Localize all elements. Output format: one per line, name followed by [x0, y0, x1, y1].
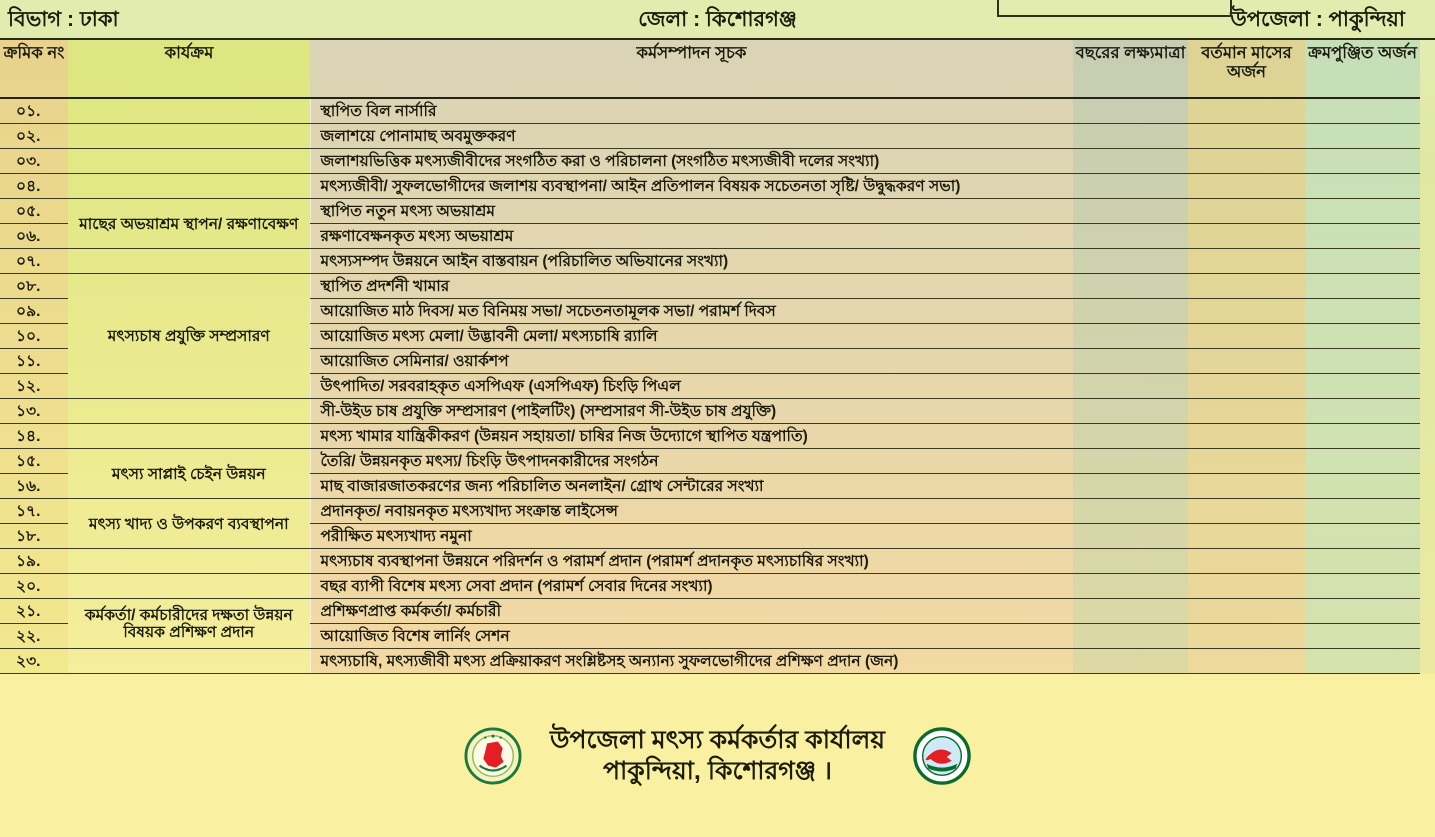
indicator-cell: সী-উইড চাষ প্রযুক্তি সম্প্রসারণ (পাইলটিং) (সম্প্রসারণ সী-উইড চাষ প্রযুক্তি) [310, 399, 1073, 424]
yearly-target-cell [1073, 274, 1188, 299]
yearly-target-cell [1073, 174, 1188, 199]
month-achievement-cell [1188, 624, 1305, 649]
fisheries-department-logo-icon [913, 727, 971, 785]
table-row [0, 98, 1420, 124]
yearly-target-cell [1073, 249, 1188, 274]
serial-cell: ২১. [0, 599, 68, 624]
office-title-block [550, 725, 885, 787]
activity-group-cell: মাছের অভয়াশ্রম স্থাপন/ রক্ষণাবেক্ষণ [68, 199, 310, 249]
cumulative-achievement-cell [1305, 574, 1420, 599]
yearly-target-cell [1073, 574, 1188, 599]
yearly-target-cell [1073, 299, 1188, 324]
col-header-cumulative-achievement: ক্রমপুঞ্জিত অর্জন [1305, 40, 1420, 98]
yearly-target-cell [1073, 374, 1188, 399]
activity-empty-cell [68, 649, 310, 674]
month-achievement-cell [1188, 274, 1305, 299]
cumulative-achievement-cell [1305, 199, 1420, 224]
serial-cell: ১৯. [0, 549, 68, 574]
activity-empty-cell [68, 399, 310, 424]
division-label: বিভাগ : ঢাকা [8, 8, 119, 31]
month-achievement-cell [1188, 599, 1305, 624]
month-achievement-cell [1188, 199, 1305, 224]
col-header-indicator: কর্মসম্পাদন সূচক [310, 40, 1073, 98]
indicator-cell: মাছ বাজারজাতকরণের জন্য পরিচালিত অনলাইন/ গ্রোথ সেন্টারের সংখ্যা [310, 474, 1073, 499]
cumulative-achievement-cell [1305, 249, 1420, 274]
col-header-yearly-target: বছরের লক্ষ্যমাত্রা [1073, 40, 1188, 98]
cumulative-achievement-cell [1305, 124, 1420, 149]
table-row [0, 449, 1420, 474]
indicator-cell: স্থাপিত বিল নার্সারি [310, 98, 1073, 124]
col-header-month-achievement: বর্তমান মাসের অর্জন [1188, 40, 1305, 98]
serial-cell: ২৩. [0, 649, 68, 674]
activity-group-cell: মৎস্য সাপ্লাই চেইন উন্নয়ন [68, 449, 310, 499]
month-achievement-cell [1188, 474, 1305, 499]
table-row [0, 249, 1420, 274]
cumulative-achievement-cell [1305, 399, 1420, 424]
serial-cell: ১৫. [0, 449, 68, 474]
indicator-cell: আয়োজিত মৎস্য মেলা/ উদ্ভাবনী মেলা/ মৎস্যচাষি র‍্যালি [310, 324, 1073, 349]
table-row [0, 149, 1420, 174]
indicator-cell: পরীক্ষিত মৎস্যখাদ্য নমুনা [310, 524, 1073, 549]
month-achievement-cell [1188, 149, 1305, 174]
cumulative-achievement-cell [1305, 149, 1420, 174]
table-head [0, 40, 1420, 98]
serial-cell: ১২. [0, 374, 68, 399]
truncated-top-box [997, 0, 1232, 17]
activity-empty-cell [68, 98, 310, 124]
serial-cell: ১৮. [0, 524, 68, 549]
table-row [0, 549, 1420, 574]
yearly-target-cell [1073, 324, 1188, 349]
office-address: পাকুন্দিয়া, কিশোরগঞ্জ । [603, 756, 832, 785]
month-achievement-cell [1188, 98, 1305, 124]
serial-cell: ০৯. [0, 299, 68, 324]
table-row [0, 649, 1420, 674]
report-header-bar [0, 0, 1435, 40]
yearly-target-cell [1073, 98, 1188, 124]
indicator-cell: আয়োজিত মাঠ দিবস/ মত বিনিময় সভা/ সচেতনতামূলক সভা/ পরামর্শ দিবস [310, 299, 1073, 324]
indicator-cell: জলাশয়ে পোনামাছ অবমুক্তকরণ [310, 124, 1073, 149]
month-achievement-cell [1188, 649, 1305, 674]
serial-cell: ০১. [0, 98, 68, 124]
cumulative-achievement-cell [1305, 449, 1420, 474]
activity-empty-cell [68, 174, 310, 199]
yearly-target-cell [1073, 599, 1188, 624]
serial-cell: ০২. [0, 124, 68, 149]
serial-cell: ০৫. [0, 199, 68, 224]
table-row [0, 124, 1420, 149]
cumulative-achievement-cell [1305, 224, 1420, 249]
serial-cell: ১০. [0, 324, 68, 349]
month-achievement-cell [1188, 349, 1305, 374]
yearly-target-cell [1073, 224, 1188, 249]
indicator-cell: বছর ব্যাপী বিশেষ মৎস্য সেবা প্রদান (পরামর্শ সেবার দিনের সংখ্যা) [310, 574, 1073, 599]
header-row [0, 40, 1420, 98]
serial-cell: ০৪. [0, 174, 68, 199]
indicator-cell: রক্ষণাবেক্ষনকৃত মৎস্য অভয়াশ্রম [310, 224, 1073, 249]
col-header-activity: কার্যক্রম [68, 40, 310, 98]
cumulative-achievement-cell [1305, 299, 1420, 324]
yearly-target-cell [1073, 124, 1188, 149]
cumulative-achievement-cell [1305, 599, 1420, 624]
yearly-target-cell [1073, 474, 1188, 499]
activity-empty-cell [68, 124, 310, 149]
activity-group-cell: কর্মকর্তা/ কর্মচারীদের দক্ষতা উন্নয়ন বিষয়ক প্রশিক্ষণ প্রদান [68, 599, 310, 649]
cumulative-achievement-cell [1305, 374, 1420, 399]
office-name: উপজেলা মৎস্য কর্মকর্তার কার্যালয় [550, 725, 885, 754]
serial-cell: ২২. [0, 624, 68, 649]
serial-cell: ১১. [0, 349, 68, 374]
indicator-cell: আয়োজিত সেমিনার/ ওয়ার্কশপ [310, 349, 1073, 374]
table-row [0, 599, 1420, 624]
yearly-target-cell [1073, 649, 1188, 674]
month-achievement-cell [1188, 424, 1305, 449]
cumulative-achievement-cell [1305, 274, 1420, 299]
indicator-cell: স্থাপিত নতুন মৎস্য অভয়াশ্রম [310, 199, 1073, 224]
month-achievement-cell [1188, 124, 1305, 149]
indicator-cell: মৎস্য খামার যান্ত্রিকীকরণ (উন্নয়ন সহায়তা/ চাষির নিজ উদ্যোগে স্থাপিত যন্ত্রপাতি) [310, 424, 1073, 449]
table-row [0, 574, 1420, 599]
yearly-target-cell [1073, 149, 1188, 174]
cumulative-achievement-cell [1305, 349, 1420, 374]
month-achievement-cell [1188, 174, 1305, 199]
serial-cell: ২০. [0, 574, 68, 599]
month-achievement-cell [1188, 399, 1305, 424]
indicator-cell: স্থাপিত প্রদর্শনী খামার [310, 274, 1073, 299]
serial-cell: ১৩. [0, 399, 68, 424]
cumulative-achievement-cell [1305, 98, 1420, 124]
cumulative-achievement-cell [1305, 649, 1420, 674]
office-footer [0, 674, 1435, 837]
month-achievement-cell [1188, 499, 1305, 524]
cumulative-achievement-cell [1305, 324, 1420, 349]
activity-empty-cell [68, 424, 310, 449]
month-achievement-cell [1188, 549, 1305, 574]
cumulative-achievement-cell [1305, 524, 1420, 549]
cumulative-achievement-cell [1305, 549, 1420, 574]
serial-cell: ০৮. [0, 274, 68, 299]
month-achievement-cell [1188, 224, 1305, 249]
yearly-target-cell [1073, 549, 1188, 574]
serial-cell: ১৬. [0, 474, 68, 499]
indicator-cell: তৈরি/ উন্নয়নকৃত মৎস্য/ চিংড়ি উৎপাদনকারীদের সংগঠন [310, 449, 1073, 474]
indicator-cell: মৎস্যচাষি, মৎস্যজীবী মৎস্য প্রক্রিয়াকরণ সংশ্লিষ্টসহ অন্যান্য সুফলভোগীদের প্রশিক্ষণ প্রদান (জন) [310, 649, 1073, 674]
table-body [0, 98, 1420, 674]
yearly-target-cell [1073, 424, 1188, 449]
indicator-cell: মৎস্যচাষ ব্যবস্থাপনা উন্নয়নে পরিদর্শন ও পরামর্শ প্রদান (পরামর্শ প্রদানকৃত মৎস্যচাষির সংখ্যা) [310, 549, 1073, 574]
activity-empty-cell [68, 149, 310, 174]
month-achievement-cell [1188, 449, 1305, 474]
yearly-target-cell [1073, 399, 1188, 424]
table-row [0, 274, 1420, 299]
cumulative-achievement-cell [1305, 424, 1420, 449]
indicator-cell: মৎস্যসম্পদ উন্নয়নে আইন বাস্তবায়ন (পরিচালিত অভিযানের সংখ্যা) [310, 249, 1073, 274]
activity-empty-cell [68, 249, 310, 274]
activity-group-cell: মৎস্য খাদ্য ও উপকরণ ব্যবস্থাপনা [68, 499, 310, 549]
month-achievement-cell [1188, 524, 1305, 549]
table-wrapper [0, 40, 1435, 674]
yearly-target-cell [1073, 349, 1188, 374]
month-achievement-cell [1188, 574, 1305, 599]
col-header-serial: ক্রমিক নং [0, 40, 68, 98]
yearly-target-cell [1073, 499, 1188, 524]
month-achievement-cell [1188, 324, 1305, 349]
serial-cell: ০৬. [0, 224, 68, 249]
govt-emblem-icon [464, 727, 522, 785]
activity-group-cell: মৎস্যচাষ প্রযুক্তি সম্প্রসারণ [68, 274, 310, 399]
table-row [0, 424, 1420, 449]
indicator-cell: আয়োজিত বিশেষ লার্নিং সেশন [310, 624, 1073, 649]
month-achievement-cell [1188, 249, 1305, 274]
serial-cell: ১৭. [0, 499, 68, 524]
indicator-cell: মৎস্যজীবী/ সুফলভোগীদের জলাশয় ব্যবস্থাপনা/ আইন প্রতিপালন বিষয়ক সচেতনতা সৃষ্টি/ উদ্বুদ্ধকরণ সভা) [310, 174, 1073, 199]
district-label: জেলা : কিশোরগঞ্জ [638, 8, 797, 31]
table-row [0, 399, 1420, 424]
indicator-cell: উৎপাদিত/ সরবরাহকৃত এসপিএফ (এসপিএফ) চিংড়ি পিএল [310, 374, 1073, 399]
yearly-target-cell [1073, 449, 1188, 474]
indicator-cell: জলাশয়ভিত্তিক মৎস্যজীবীদের সংগঠিত করা ও পরিচালনা (সংগঠিত মৎস্যজীবী দলের সংখ্যা) [310, 149, 1073, 174]
serial-cell: ০৭. [0, 249, 68, 274]
serial-cell: ১৪. [0, 424, 68, 449]
serial-cell: ০৩. [0, 149, 68, 174]
month-achievement-cell [1188, 299, 1305, 324]
activity-empty-cell [68, 549, 310, 574]
activity-empty-cell [68, 574, 310, 599]
table-row [0, 199, 1420, 224]
indicator-cell: প্রশিক্ষণপ্রাপ্ত কর্মকর্তা/ কর্মচারী [310, 599, 1073, 624]
table-row [0, 499, 1420, 524]
yearly-target-cell [1073, 624, 1188, 649]
month-achievement-cell [1188, 374, 1305, 399]
performance-table [0, 40, 1420, 674]
upazila-label: উপজেলা : পাকুন্দিয়া [1230, 8, 1405, 31]
yearly-target-cell [1073, 524, 1188, 549]
indicator-cell: প্রদানকৃত/ নবায়নকৃত মৎস্যখাদ্য সংক্রান্ত লাইসেন্স [310, 499, 1073, 524]
yearly-target-cell [1073, 199, 1188, 224]
cumulative-achievement-cell [1305, 499, 1420, 524]
cumulative-achievement-cell [1305, 624, 1420, 649]
cumulative-achievement-cell [1305, 174, 1420, 199]
table-row [0, 174, 1420, 199]
cumulative-achievement-cell [1305, 474, 1420, 499]
